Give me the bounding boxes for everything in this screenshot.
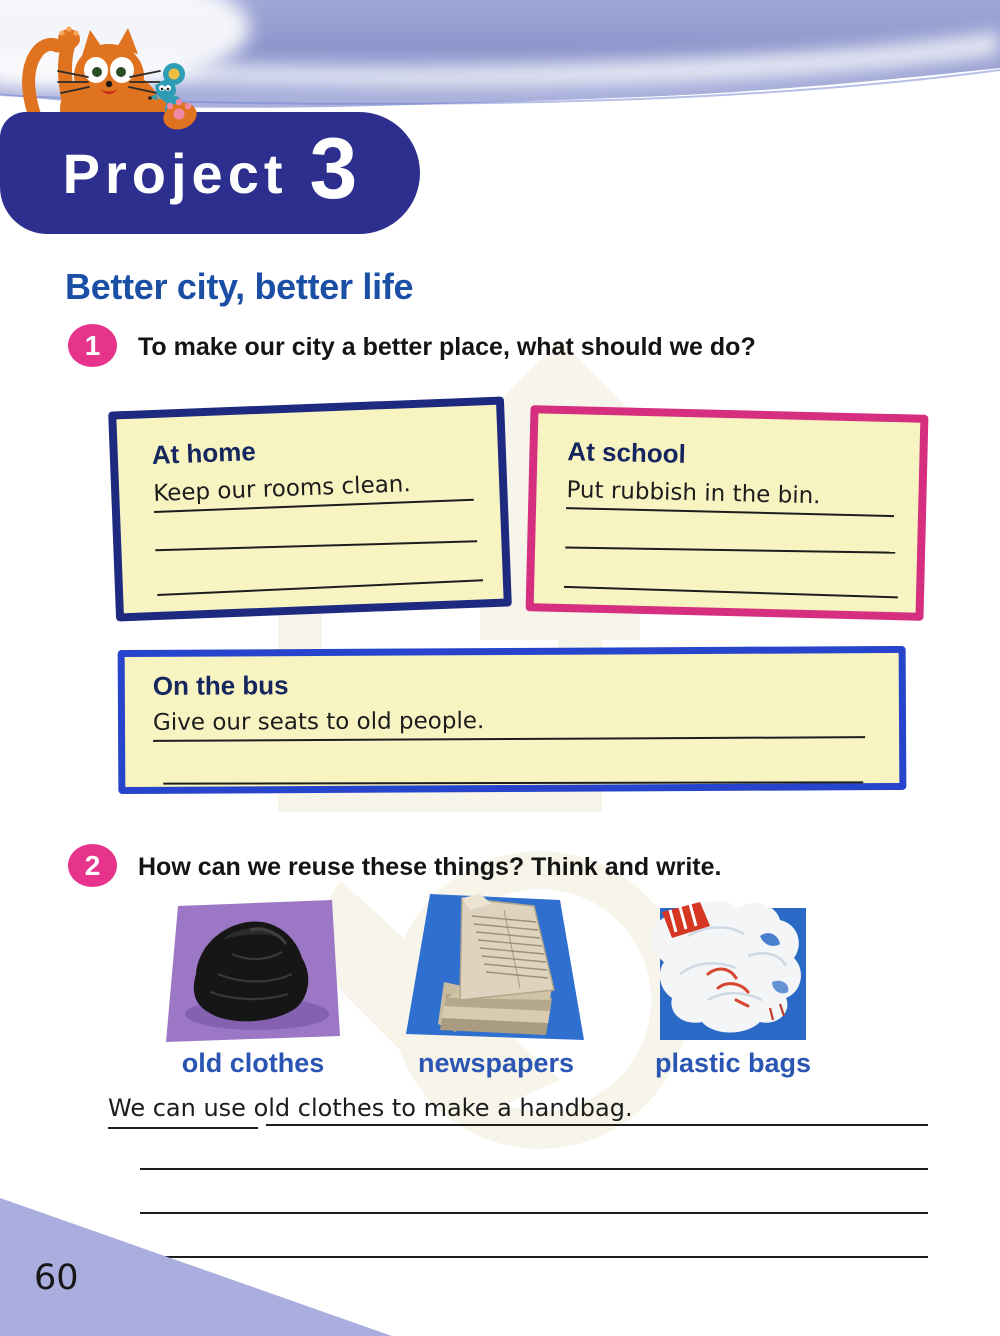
card-title-at-home: At home <box>151 436 257 471</box>
question-1-text: To make our city a better place, what should we do? <box>138 333 756 361</box>
card-title-at-school: At school <box>567 436 687 469</box>
question-2-text: How can we reuse these things? Think and write. <box>138 853 722 881</box>
old-clothes-photo <box>162 896 344 1048</box>
answer-underline <box>108 1127 258 1129</box>
newspapers-photo <box>400 890 592 1048</box>
question-2-badge <box>68 844 117 887</box>
answer-card-on-the-bus <box>118 646 907 794</box>
photo-label-newspapers: newspapers <box>417 1048 575 1078</box>
photo-label-plastic-bags: plastic bags <box>654 1048 812 1078</box>
answer-card-at-home <box>108 396 512 621</box>
question-1-badge <box>68 324 117 367</box>
answer-underline <box>266 1124 928 1126</box>
blank-answer-line[interactable] <box>564 546 899 598</box>
photo-label-old-clothes: old clothes <box>181 1048 325 1078</box>
card-answer-at-school: Put rubbish in the bin. <box>566 477 895 517</box>
blank-answer-line[interactable] <box>140 1212 928 1214</box>
card-title-on-the-bus: On the bus <box>152 670 289 701</box>
card-answer-on-the-bus: Give our seats to old people. <box>153 706 865 742</box>
page-number: 60 <box>34 1258 79 1298</box>
blank-answer-line[interactable] <box>140 1256 928 1258</box>
banner-number: 3 <box>309 120 358 217</box>
page-heading: Better city, better life <box>65 266 414 307</box>
sample-answer-text: We can use old clothes to make a handbag. <box>108 1094 633 1122</box>
card-answer-at-home: Keep our rooms clean. <box>153 469 474 513</box>
question-1-number: 1 <box>84 329 101 361</box>
blank-answer-line[interactable] <box>140 1168 928 1170</box>
plastic-bags-photo <box>652 896 814 1046</box>
blank-answer-line[interactable] <box>163 739 863 784</box>
question-2-number: 2 <box>84 849 101 881</box>
banner-title: Project <box>62 141 288 205</box>
answer-card-at-school <box>526 405 929 621</box>
